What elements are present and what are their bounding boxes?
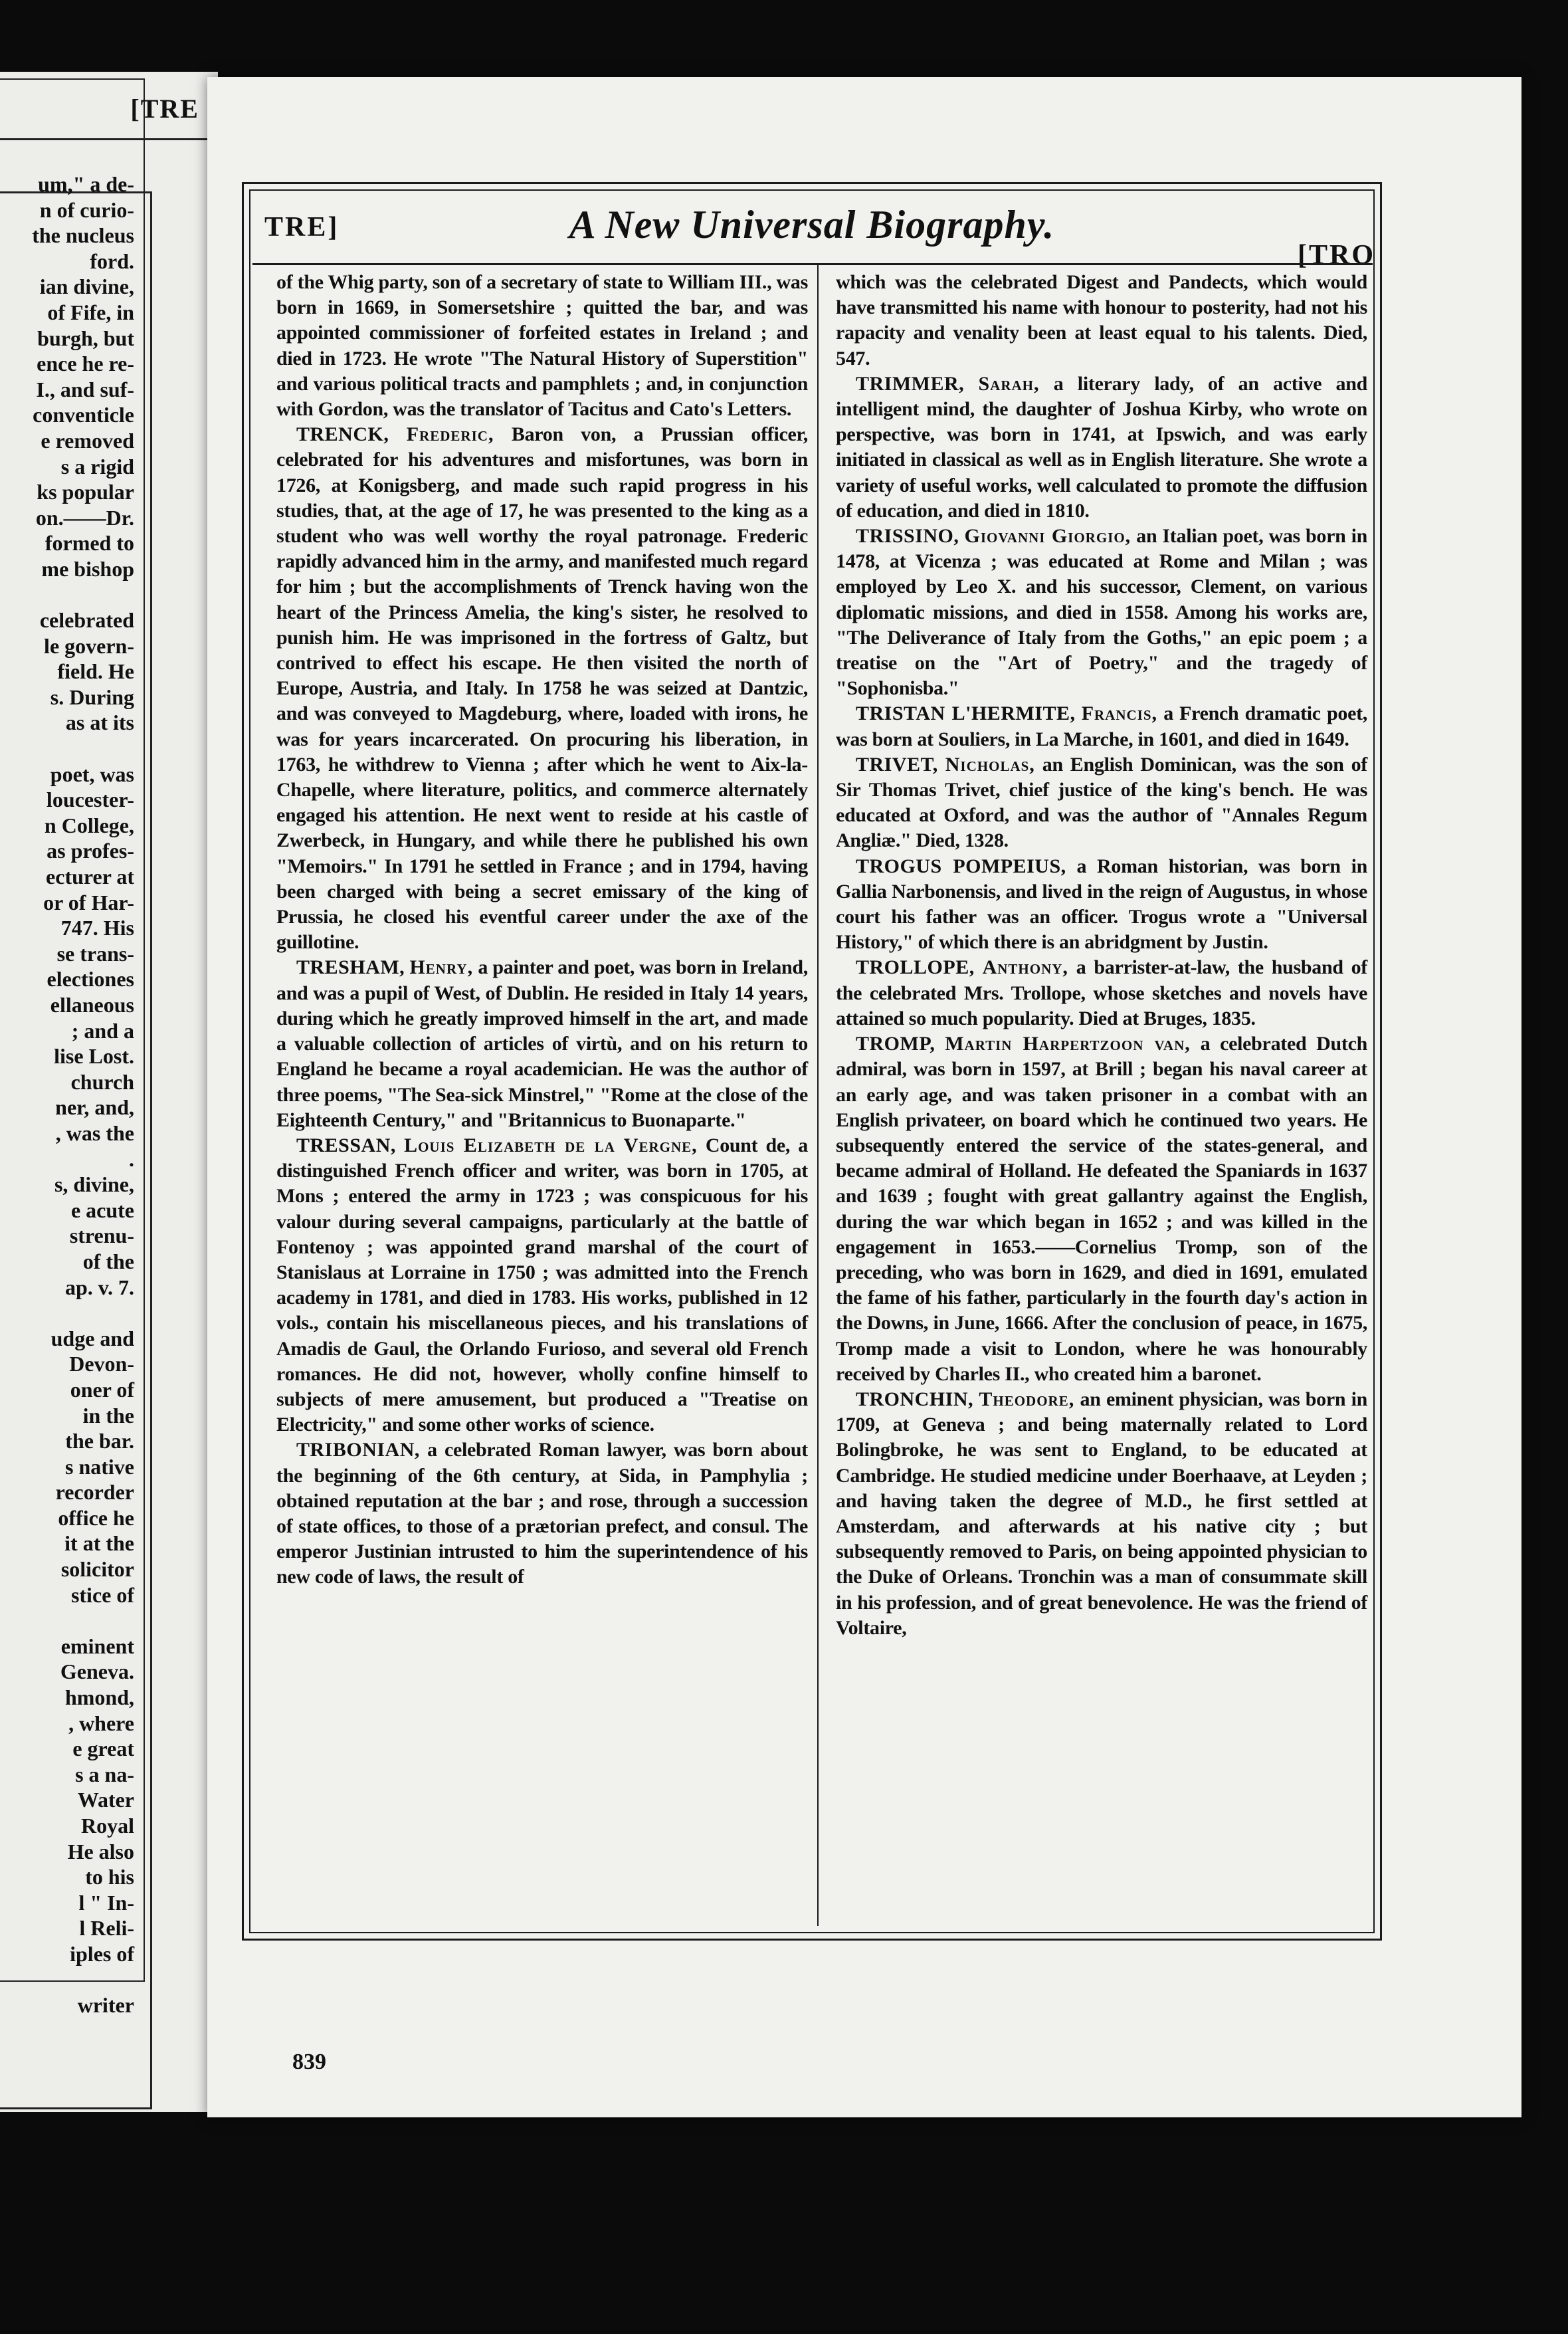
page-number: 839	[292, 2050, 326, 2074]
entry-text: a barrister-at-law, the husband of the celebrated Mrs. Trollope, whose sketches and novels have attained so much popularity. Died at Bruges, 1835.	[836, 956, 1368, 1029]
biography-entry	[836, 1387, 1367, 1641]
previous-page-header-rule	[0, 138, 211, 140]
main-page	[207, 77, 1521, 2117]
previous-page-line: the bar.	[65, 1429, 134, 1453]
entry-headword: TRIMMER,	[856, 372, 965, 395]
previous-page-line: , where	[68, 1711, 134, 1735]
biography-entry	[276, 270, 808, 422]
entry-text: a literary lady, of an active and intelligent mind, the daughter of Joshua Kirby, who wrote on perspective, was born in 1741, at Ipswich, and was early initiated in classical as well as in English literature. She wrote a variety of useful works, well calculated to promote the diffusion of education, and died in 1810.	[836, 372, 1368, 522]
entry-text: a painter and poet, was born in Ireland, and was a pupil of West, of Dublin. He resided in Italy 14 years, during which he greatly improved himself in the art, and made a valuable collection of articles of virtù, and on his return to England he became a royal academician. He was the author of three poems, "The Sea-sick Minstrel," "Rome at the close of the Eighteenth Century," and "Britannicus to Buonaparte."	[276, 956, 809, 1131]
previous-page-line	[0, 736, 144, 762]
previous-page-line: s native	[65, 1454, 134, 1479]
previous-page-line: field. He	[57, 659, 134, 684]
entry-forename: Martin Harpertzoon van,	[945, 1033, 1191, 1055]
previous-page-line: n College,	[44, 813, 134, 837]
previous-page-line: s. During	[50, 685, 134, 709]
entry-headword: TRESSAN,	[296, 1134, 396, 1156]
previous-page-line: me bishop	[41, 556, 134, 581]
previous-page-line: as profes-	[47, 839, 134, 863]
previous-page-line: hmond,	[64, 1685, 134, 1710]
previous-page-line: s a na-	[75, 1762, 134, 1786]
previous-page-line: to his	[85, 1865, 134, 1889]
previous-page-line: electiones	[47, 967, 134, 992]
previous-page-line: strenu-	[69, 1223, 134, 1248]
biography-entry	[276, 1437, 808, 1590]
previous-page-line: conventicle	[33, 403, 134, 427]
previous-page-line: poet, was	[50, 762, 134, 786]
entry-text: a celebrated Dutch admiral, was born in 1597, at Brill ; began his naval career at an early age, and was taken prisoner in a combat with an English privateer, on board which he continued two years. He subsequently entered the service of the states-general, and became admiral of Holland. He defeated the Spaniards in 1637 and 1639 ; fought with great gallantry against the English, during the war which began in 1652 ; and was killed in the engagement in 1653.——Cornelius Tromp, son of the preceding, who was born in 1629, and died in 1691, emulated the fame of his father, particularly in the fourth day's action in the Downs, in June, 1666. After the conclusion of peace, in 1675, Tromp made a visit to London, where he was honourably received by Charles II., who created him a baronet.	[836, 1033, 1368, 1385]
entry-text: a Roman historian, was born in Gallia Narbonensis, and lived in the reign of Augustus, in whose court his father was an officer. Trogus wrote a "Universal History," of which there is an abridgment by Justin.	[836, 855, 1368, 954]
previous-page-line: , was the	[55, 1120, 134, 1145]
previous-page-line: formed to	[45, 531, 134, 556]
biography-entry	[836, 854, 1367, 956]
previous-page-line: se trans-	[56, 941, 134, 966]
entry-forename: Sarah,	[978, 372, 1040, 395]
biography-entry	[836, 270, 1367, 371]
entry-forename: Theodore,	[979, 1388, 1075, 1410]
previous-page-line: stice of	[70, 1582, 134, 1607]
previous-page-line: Devon-	[69, 1352, 134, 1376]
previous-page-line: celebrated	[39, 608, 134, 633]
previous-page-line: eminent	[60, 1634, 134, 1658]
previous-page-line: office he	[58, 1505, 134, 1530]
previous-page-line: recorder	[55, 1480, 134, 1505]
entry-text: Count de, a distinguished French officer and writer, was born in 1705, at Mons ; entered the army in 1723 ; was conspicuous for his valour during several campaigns, particularly at the battle of Fontenoy ; was appointed grand marshal of the court of Stanislaus at Lorraine in 1750 ; was admitted into the French academy in 1781, and died in 1783. His works, published in 12 vols., contain his miscellaneous pieces, and his translations of Amadis de Gaul, the Orlando Furioso, and several old French romances. He did not, however, wholly confine himself to subjects of mere amusement, but produced a "Treatise on Electricity," and some other works of science.	[276, 1134, 808, 1436]
entry-forename: Nicholas,	[945, 753, 1035, 776]
previous-page-line: e removed	[41, 428, 134, 453]
previous-page-line: oner of	[70, 1377, 134, 1402]
previous-page-line: the nucleus	[32, 223, 134, 248]
biography-entry	[276, 955, 808, 1132]
previous-page-line: le govern-	[44, 633, 134, 658]
previous-page-line: ks popular	[37, 480, 134, 504]
entry-forename: Henry,	[409, 956, 474, 979]
entry-text: an English Dominican, was the son of Sir Thomas Trivet, chief justice of the king's bench. He was educated at Oxford, and was the author of "Annales Regum Angliæ." Died, 1328.	[836, 753, 1368, 852]
previous-page-line: 747. His	[60, 916, 134, 940]
entry-text: a celebrated Roman lawyer, was born about the beginning of the 6th century, at Sida, in Pamphylia ; obtained reputation at the bar ; and rose, through a succession of state offices, to those of a prætorian prefect, and consul. The emperor Justinian intrusted to him the superintendence of his new code of laws, the result of	[276, 1439, 809, 1588]
entry-text: which was the celebrated Digest and Pandects, which would have transmitted his name with honour to posterity, had not his rapacity and venality been at least equal to his talents. Died, 547.	[836, 271, 1367, 370]
biography-entry	[276, 422, 808, 955]
entry-headword: TRONCHIN,	[856, 1388, 974, 1410]
entry-text: an Italian poet, was born in 1478, at Vicenza ; was educated at Rome and Milan ; was employed by Leo X. and his successor, Clement, on various diplomatic missions, and died in 1558. Among his works are, "The Deliverance of Italy from the Goths," an epic poem ; a treatise on the "Art of Poetry," and the tragedy of "Sophonisba."	[836, 525, 1367, 700]
running-head-left: TRE]	[264, 212, 340, 243]
entry-headword: TROMP,	[856, 1033, 935, 1055]
previous-page-line: s a rigid	[60, 454, 134, 478]
previous-page-line: s, divine,	[54, 1172, 134, 1197]
previous-page-line	[0, 1300, 144, 1326]
entry-headword: TRENCK,	[296, 423, 389, 446]
entry-text: an eminent physician, was born in 1709, at Geneva ; and being maternally related to Lord Bolingbroke, he was sent to England, to be educated at Cambridge. He studied medicine under Boerhaave, at Leyden ; and having taken the degree of M.D., he first settled at Amsterdam, and afterwards at his native city ; but subsequently removed to Paris, on being appointed physician to the Duke of Orleans. Tronchin was a man of consummate skill in his profession, and of great benevolence. He was the friend of Voltaire,	[836, 1388, 1368, 1639]
previous-page-line: ellaneous	[50, 993, 134, 1017]
previous-page-line: um," a de-	[38, 172, 134, 196]
previous-page-line: Royal	[81, 1814, 134, 1838]
previous-page-line: it at the	[64, 1531, 134, 1556]
running-head-right: [TRO	[1298, 240, 1375, 270]
previous-page-line: ence he re-	[37, 352, 134, 376]
previous-page-line: lise Lost.	[54, 1044, 134, 1069]
entry-headword: TRIVET,	[856, 753, 938, 776]
previous-page-line: I., and suf-	[36, 377, 134, 401]
header-rule	[252, 263, 1373, 265]
previous-page	[0, 72, 218, 2112]
previous-page-line: in the	[82, 1403, 134, 1428]
biography-entry	[836, 371, 1367, 524]
entry-headword: TRESHAM,	[296, 956, 405, 979]
page-title: A New Universal Biography.	[569, 203, 1055, 247]
previous-page-header: [TRE	[130, 94, 199, 124]
previous-page-line	[0, 1608, 144, 1634]
previous-page-line: of Fife, in	[47, 300, 134, 324]
entry-headword: TRISTAN L'HERMITE,	[856, 702, 1076, 725]
previous-page-line: l " In-	[78, 1890, 134, 1915]
left-column	[276, 270, 808, 1918]
entry-text: a French dramatic poet, was born at Souliers, in La Marche, in 1601, and died in 1649.	[836, 702, 1367, 750]
entry-forename: Anthony,	[982, 956, 1068, 979]
previous-page-line: writer	[77, 1993, 134, 2018]
previous-page-column	[0, 171, 144, 2018]
previous-page-line: ian divine,	[39, 274, 134, 299]
biography-entry	[836, 701, 1367, 752]
entry-forename: Louis Elizabeth de la Vergne,	[404, 1134, 698, 1156]
biography-entry	[836, 752, 1367, 854]
entry-headword: TROGUS POMPEIUS,	[856, 855, 1066, 877]
biography-entry	[276, 1133, 808, 1437]
previous-page-line: e acute	[70, 1198, 134, 1222]
previous-page-line: udge and	[50, 1326, 134, 1350]
entry-headword: TRISSINO,	[856, 525, 959, 548]
entry-forename: Francis,	[1081, 702, 1158, 725]
previous-page-line	[0, 1967, 144, 1993]
previous-page-line: ap. v. 7.	[64, 1275, 134, 1299]
previous-page-line: .	[129, 1146, 134, 1171]
right-column	[836, 270, 1367, 1918]
previous-page-line: ner, and,	[55, 1095, 134, 1120]
previous-page-line: burgh, but	[37, 326, 134, 350]
previous-page-line: or of Har-	[43, 890, 134, 914]
previous-page-line: church	[70, 1069, 134, 1094]
previous-page-line: He also	[67, 1839, 134, 1863]
entry-headword: TRIBONIAN,	[296, 1439, 420, 1461]
previous-page-line	[0, 582, 144, 608]
previous-page-line: solicitor	[60, 1557, 134, 1582]
entry-text: of the Whig party, son of a secretary of state to William III., was born in 1669, in Somersetshire ; quitted the bar, and was appointed commissioner of forfeited estates in Ireland ; and died in 1723. He wrote "The Natural History of Superstition" and various political tracts and pamphlets ; and, in conjunction with Gordon, was the translator of Tacitus and Cato's Letters.	[276, 271, 808, 421]
previous-page-line: as at its	[65, 710, 134, 735]
entry-text: Baron von, a Prussian officer, celebrated for his adventures and misfortunes, was born in 1726, at Konigsberg, and made such rapid progress in his studies, that, at the age of 17, he was presented to the king as a student who was well worthy the royal patronage. Frederic rapidly advanced him in the army, and manifested much regard for him ; but the accomplishments of Trenck having won the heart of the Princess Amelia, the king's sister, he resolved to punish him. He was imprisoned in the fortress of Galtz, but contrived to effect his escape. He then visited the north of Europe, Austria, and Italy. In 1758 he was seized at Dantzic, and was conveyed to Magdeburg, where, loaded with irons, he was for years incarcerated. On procuring his liberation, in 1763, he withdrew to Vienna ; after which he went to Aix-la-Chapelle, where literature, politics, and commerce alternately engaged his attention. He next went to reside at his castle of Zwerbeck, in Hungary, and while there he published his own "Memoirs." In 1791 he settled in France ; and in 1794, having been charged with being a secret emissary of the king of Prussia, he closed his eventful career under the axe of the guillotine.	[276, 423, 809, 954]
previous-page-line: Water	[77, 1788, 134, 1812]
previous-page-line: iples of	[70, 1941, 134, 1966]
previous-page-line: Geneva.	[60, 1659, 134, 1684]
previous-page-line: ecturer at	[46, 865, 134, 889]
previous-page-line: ; and a	[71, 1018, 134, 1043]
previous-page-line: ford.	[90, 249, 134, 273]
previous-page-line: loucester-	[46, 788, 134, 812]
previous-page-line: of the	[82, 1249, 134, 1273]
entry-forename: Frederic,	[406, 423, 494, 446]
previous-page-line: l Reli-	[79, 1916, 134, 1941]
biography-entry	[836, 1031, 1367, 1387]
previous-page-line: on.——Dr.	[35, 505, 134, 530]
previous-page-line: e great	[72, 1737, 134, 1761]
entry-forename: Giovanni Giorgio,	[964, 525, 1131, 548]
biography-entry	[836, 524, 1367, 701]
column-divider	[817, 265, 819, 1926]
entry-headword: TROLLOPE,	[856, 956, 975, 979]
previous-page-line: n of curio-	[39, 197, 134, 222]
biography-entry	[836, 955, 1367, 1031]
